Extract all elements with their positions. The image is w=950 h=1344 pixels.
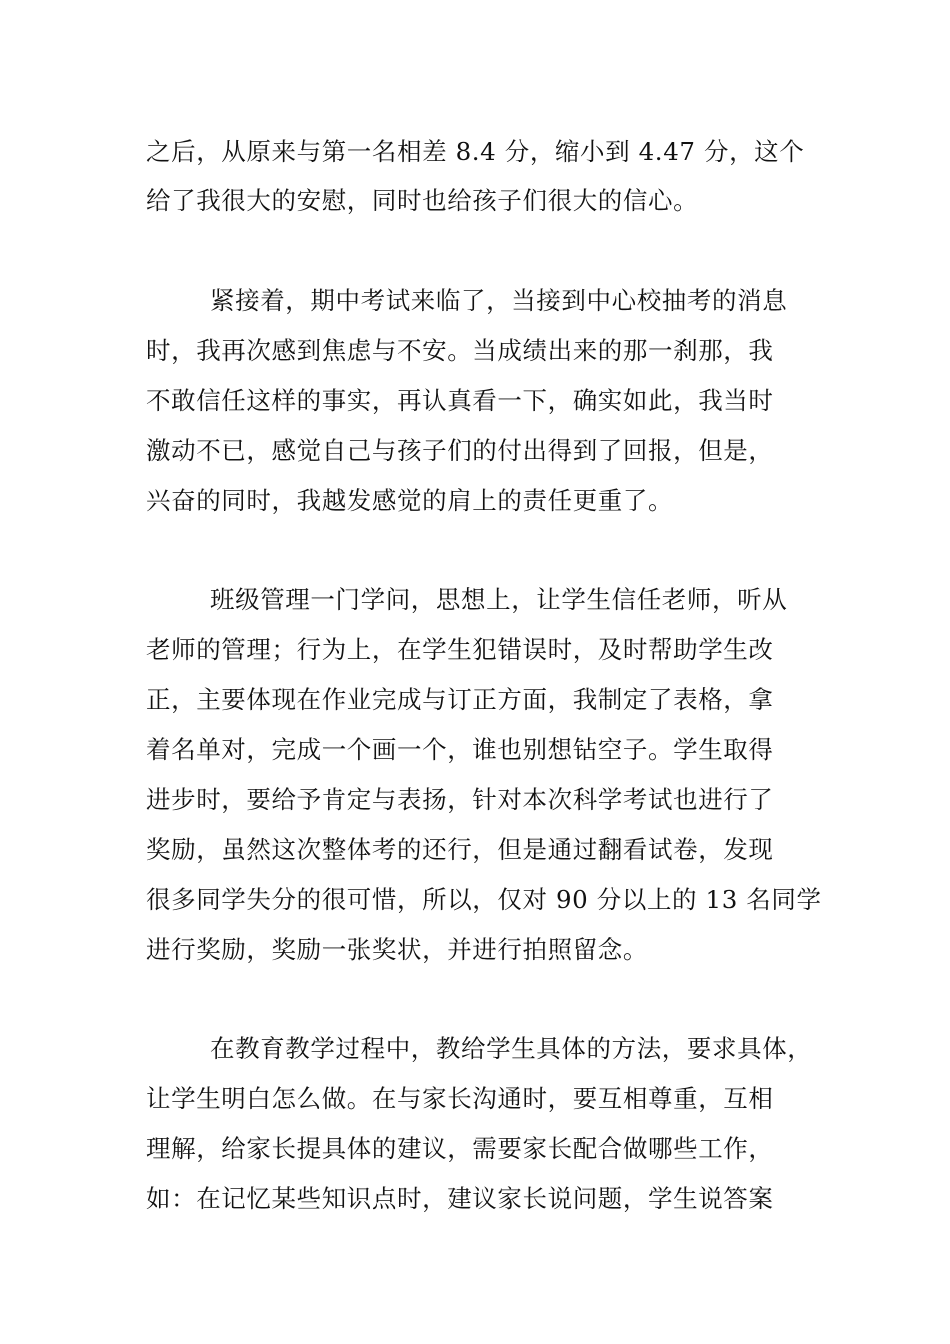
- paragraph-2-line-3: 不敢信任这样的事实，再认真看一下，确实如此，我当时: [146, 386, 774, 415]
- paragraph-2-line-2: 时，我再次感到焦虑与不安。当成绩出来的那一刹那，我: [146, 336, 774, 365]
- paragraph-4-line-1: 在教育教学过程中，教给学生具体的方法，要求具体，: [210, 1034, 813, 1063]
- paragraph-3-line-3: 正，主要体现在作业完成与订正方面，我制定了表格，拿: [146, 685, 774, 714]
- paragraph-2-line-5: 兴奋的同时，我越发感觉的肩上的责任更重了。: [146, 486, 674, 515]
- paragraph-3-line-6: 奖励，虽然这次整体考的还行，但是通过翻看试卷，发现: [146, 835, 774, 864]
- paragraph-3-line-2: 老师的管理；行为上，在学生犯错误时，及时帮助学生改: [146, 635, 774, 664]
- paragraph-3-line-1: 班级管理一门学问，思想上，让学生信任老师，听从: [210, 585, 788, 614]
- paragraph-2-line-4: 激动不已，感觉自己与孩子们的付出得到了回报，但是，: [146, 436, 774, 465]
- paragraph-4-line-3: 理解，给家长提具体的建议，需要家长配合做哪些工作，: [146, 1134, 774, 1163]
- paragraph-1-line-2: 给了我很大的安慰，同时也给孩子们很大的信心。: [146, 186, 699, 215]
- paragraph-4-line-2: 让学生明白怎么做。在与家长沟通时，要互相尊重，互相: [146, 1084, 774, 1113]
- paragraph-4-line-4: 如：在记忆某些知识点时，建议家长说问题，学生说答案: [146, 1184, 774, 1213]
- paragraph-2-line-1: 紧接着，期中考试来临了，当接到中心校抽考的消息: [210, 286, 788, 315]
- paragraph-3-line-5: 进步时，要给予肯定与表扬，针对本次科学考试也进行了: [146, 785, 774, 814]
- paragraph-1-line-1: 之后，从原来与第一名相差 8.4 分，缩小到 4.47 分，这个: [146, 137, 805, 166]
- paragraph-3-line-8: 进行奖励，奖励一张奖状，并进行拍照留念。: [146, 935, 648, 964]
- paragraph-3-line-4: 着名单对，完成一个画一个，谁也别想钻空子。学生取得: [146, 735, 774, 764]
- paragraph-3-line-7: 很多同学失分的很可惜，所以，仅对 90 分以上的 13 名同学: [146, 885, 822, 914]
